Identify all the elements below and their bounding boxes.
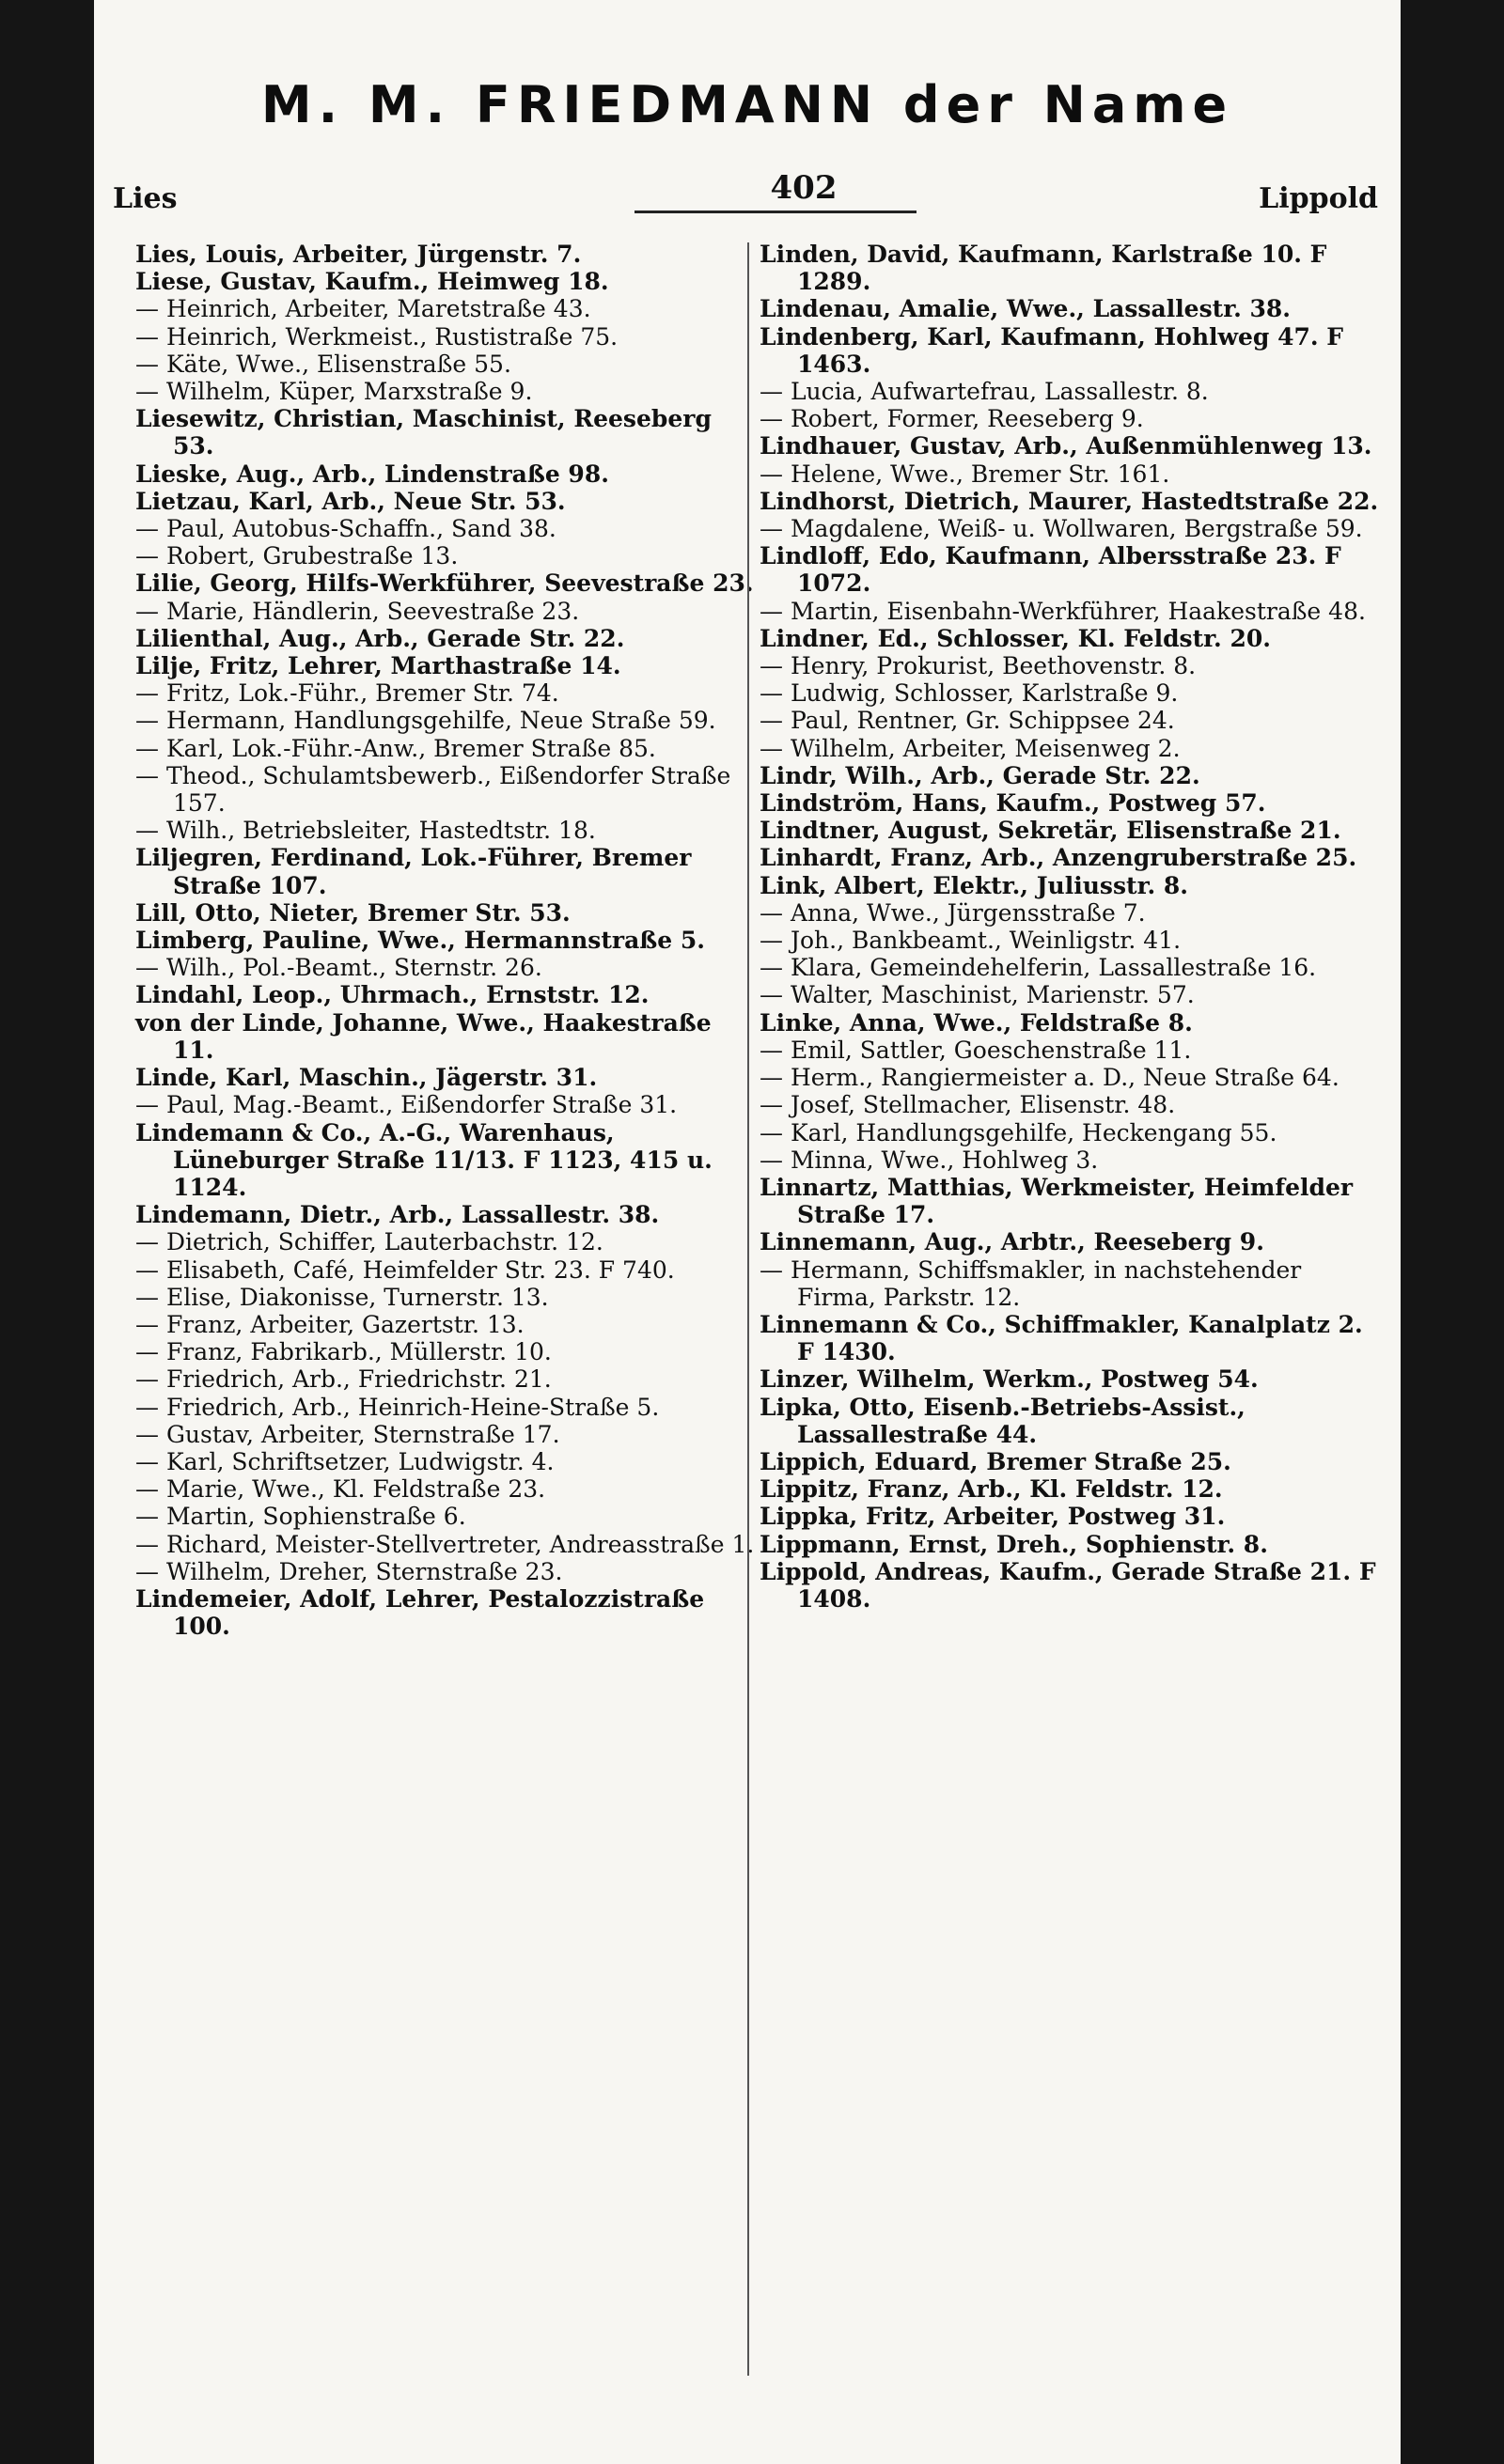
right-column bbox=[760, 241, 1380, 1613]
advertising-banner: M. M. FRIEDMANN der Name bbox=[260, 75, 1234, 134]
directory-entry: Lindenberg, Karl, Kaufmann, Hohlweg 47. F 1463. bbox=[760, 322, 1344, 378]
directory-entry: Lippold, Andreas, Kaufm., Gerade Straße 21. F 1408. bbox=[760, 1557, 1376, 1613]
directory-entry: Linnartz, Matthias, Werkmeister, Heimfelder Straße 17. bbox=[760, 1173, 1354, 1229]
directory-entry: Lippich, Eduard, Bremer Straße 25. bbox=[760, 1447, 1231, 1475]
directory-entry: — Marie, Händlerin, Seevestraße 23. bbox=[135, 597, 580, 625]
directory-entry: Lill, Otto, Nieter, Bremer Str. 53. bbox=[135, 898, 571, 927]
directory-entry: — Paul, Rentner, Gr. Schippsee 24. bbox=[760, 707, 1175, 735]
directory-entry: — Emil, Sattler, Goeschenstraße 11. bbox=[760, 1036, 1192, 1064]
directory-entry: Linke, Anna, Wwe., Feldstraße 8. bbox=[760, 1008, 1193, 1037]
directory-entry: — Wilh., Betriebsleiter, Hastedtstr. 18. bbox=[135, 817, 596, 845]
directory-entry: Lieske, Aug., Arb., Lindenstraße 98. bbox=[135, 460, 609, 488]
directory-entry: Linden, David, Kaufmann, Karlstraße 10. F 1289. bbox=[760, 241, 1327, 296]
directory-entry: Lies, Louis, Arbeiter, Jürgenstr. 7. bbox=[135, 241, 582, 268]
directory-entry: — Elisabeth, Café, Heimfelder Str. 23. F 740. bbox=[135, 1255, 675, 1284]
directory-entry: — Walter, Maschinist, Marienstr. 57. bbox=[760, 981, 1195, 1009]
directory-entry: — Robert, Grubestraße 13. bbox=[135, 542, 459, 570]
directory-entry: von der Linde, Johanne, Wwe., Haakestraße 11. bbox=[135, 1008, 712, 1064]
directory-entry: — Martin, Eisenbahn-Werkführer, Haakestraße 48. bbox=[760, 597, 1366, 625]
left-guide-word: Lies bbox=[113, 182, 178, 215]
directory-entry: Lindemann & Co., A.-G., Warenhaus, Lüneburger Straße 11/13. F 1123, 415 u. 1124. bbox=[135, 1118, 713, 1201]
directory-page bbox=[94, 0, 1401, 2464]
directory-entry: — Karl, Schriftsetzer, Ludwigstr. 4. bbox=[135, 1447, 555, 1475]
directory-entry: — Hermann, Handlungsgehilfe, Neue Straße 59. bbox=[135, 707, 716, 735]
directory-entry: Lindhauer, Gustav, Arb., Außenmühlenweg 13. bbox=[760, 432, 1372, 460]
directory-entry: — Ludwig, Schlosser, Karlstraße 9. bbox=[760, 679, 1179, 708]
directory-entry: — Wilhelm, Dreher, Sternstraße 23. bbox=[135, 1557, 563, 1585]
directory-entry: — Richard, Meister-Stellvertreter, Andreasstraße 1. bbox=[135, 1530, 755, 1558]
directory-entry: — Friedrich, Arb., Friedrichstr. 21. bbox=[135, 1365, 552, 1394]
directory-entry: Link, Albert, Elektr., Juliusstr. 8. bbox=[760, 871, 1188, 899]
directory-entry: Limberg, Pauline, Wwe., Hermannstraße 5. bbox=[135, 927, 705, 955]
directory-entry: Lindahl, Leop., Uhrmach., Ernststr. 12. bbox=[135, 981, 650, 1009]
directory-entry: — Theod., Schulamtsbewerb., Eißendorfer Straße 157. bbox=[135, 761, 731, 818]
directory-entry: Linnemann & Co., Schiffmakler, Kanalplatz 2. F 1430. bbox=[760, 1310, 1363, 1366]
directory-entry: — Paul, Mag.-Beamt., Eißendorfer Straße 31. bbox=[135, 1091, 678, 1119]
page-number: 402 bbox=[770, 169, 838, 207]
directory-entry: — Karl, Handlungsgehilfe, Heckengang 55. bbox=[760, 1118, 1277, 1146]
directory-entry: Lindström, Hans, Kaufm., Postweg 57. bbox=[760, 789, 1266, 818]
directory-entry: Liljegren, Ferdinand, Lok.-Führer, Bremer Straße 107. bbox=[135, 844, 692, 899]
directory-entry: — Heinrich, Arbeiter, Maretstraße 43. bbox=[135, 295, 591, 323]
directory-entry: — Josef, Stellmacher, Elisenstr. 48. bbox=[760, 1091, 1176, 1119]
directory-entry: — Paul, Autobus-Schaffn., Sand 38. bbox=[135, 515, 556, 543]
directory-entry: — Käte, Wwe., Elisenstraße 55. bbox=[135, 350, 511, 378]
directory-entry: — Minna, Wwe., Hohlweg 3. bbox=[760, 1146, 1099, 1174]
directory-entry: Linnemann, Aug., Arbtr., Reeseberg 9. bbox=[760, 1228, 1264, 1256]
directory-entry: Lippitz, Franz, Arb., Kl. Feldstr. 12. bbox=[760, 1475, 1223, 1504]
directory-entry: Lindloff, Edo, Kaufmann, Albersstraße 23. F 1072. bbox=[760, 542, 1341, 598]
directory-entry: — Dietrich, Schiffer, Lauterbachstr. 12. bbox=[135, 1228, 603, 1256]
directory-entry: Lindenau, Amalie, Wwe., Lassallestr. 38. bbox=[760, 295, 1291, 323]
directory-entry: Lipka, Otto, Eisenb.-Betriebs-Assist., Lassallestraße 44. bbox=[760, 1393, 1246, 1448]
directory-entry: — Fritz, Lok.-Führ., Bremer Str. 74. bbox=[135, 679, 559, 708]
directory-entry: — Martin, Sophienstraße 6. bbox=[135, 1503, 466, 1531]
directory-entry: Lindr, Wilh., Arb., Gerade Str. 22. bbox=[760, 761, 1200, 789]
directory-entry: Lietzau, Karl, Arb., Neue Str. 53. bbox=[135, 487, 566, 515]
directory-entry: — Wilhelm, Küper, Marxstraße 9. bbox=[135, 378, 533, 406]
header-rule bbox=[634, 211, 916, 213]
directory-entry: — Klara, Gemeindehelferin, Lassallestraße 16. bbox=[760, 954, 1317, 982]
directory-entry: Lindhorst, Dietrich, Maurer, Hastedtstraße 22. bbox=[760, 487, 1379, 515]
directory-entry: Lilie, Georg, Hilfs-Werkführer, Seevestraße 23. bbox=[135, 569, 754, 598]
directory-entry: — Wilh., Pol.-Beamt., Sternstr. 26. bbox=[135, 954, 542, 982]
running-header bbox=[94, 169, 1401, 226]
directory-entry: Liese, Gustav, Kaufm., Heimweg 18. bbox=[135, 268, 609, 296]
directory-entry: — Elise, Diakonisse, Turnerstr. 13. bbox=[135, 1283, 549, 1311]
directory-entry: — Friedrich, Arb., Heinrich-Heine-Straße 5. bbox=[135, 1393, 660, 1421]
directory-entry: — Gustav, Arbeiter, Sternstraße 17. bbox=[135, 1420, 560, 1448]
directory-entry: — Hermann, Schiffsmakler, in nachstehender Firma, Parkstr. 12. bbox=[760, 1255, 1302, 1311]
right-guide-word: Lippold bbox=[1259, 182, 1378, 215]
directory-entry: — Franz, Fabrikarb., Müllerstr. 10. bbox=[135, 1338, 552, 1366]
directory-entry: — Magdalene, Weiß- u. Wollwaren, Bergstraße 59. bbox=[760, 515, 1363, 543]
directory-entry: Linzer, Wilhelm, Werkm., Postweg 54. bbox=[760, 1365, 1259, 1394]
directory-entry: — Franz, Arbeiter, Gazertstr. 13. bbox=[135, 1310, 525, 1338]
directory-entry: Lindemann, Dietr., Arb., Lassallestr. 38. bbox=[135, 1201, 660, 1229]
directory-entry: — Marie, Wwe., Kl. Feldstraße 23. bbox=[135, 1475, 546, 1504]
directory-entry: Linde, Karl, Maschin., Jägerstr. 31. bbox=[135, 1064, 598, 1092]
directory-entry: — Heinrich, Werkmeist., Rustistraße 75. bbox=[135, 322, 619, 351]
directory-entry: Lindner, Ed., Schlosser, Kl. Feldstr. 20. bbox=[760, 624, 1271, 652]
directory-entry: Liesewitz, Christian, Maschinist, Reeseberg 53. bbox=[135, 405, 712, 460]
directory-entry: Lilienthal, Aug., Arb., Gerade Str. 22. bbox=[135, 624, 625, 652]
directory-entry: — Joh., Bankbeamt., Weinligstr. 41. bbox=[760, 927, 1182, 955]
directory-entry: — Helene, Wwe., Bremer Str. 161. bbox=[760, 460, 1170, 488]
directory-entry: Lindtner, August, Sekretär, Elisenstraße 21. bbox=[760, 817, 1341, 845]
directory-entry: Lilje, Fritz, Lehrer, Marthastraße 14. bbox=[135, 652, 621, 680]
column-divider bbox=[747, 242, 749, 2376]
directory-entry: Lippmann, Ernst, Dreh., Sophienstr. 8. bbox=[760, 1530, 1268, 1558]
directory-entry: — Karl, Lok.-Führ.-Anw., Bremer Straße 85. bbox=[135, 734, 656, 762]
left-column bbox=[135, 241, 756, 1640]
directory-entry: — Herm., Rangiermeister a. D., Neue Straße 64. bbox=[760, 1064, 1340, 1092]
directory-entry: — Henry, Prokurist, Beethovenstr. 8. bbox=[760, 652, 1197, 680]
directory-entry: — Anna, Wwe., Jürgensstraße 7. bbox=[760, 898, 1146, 927]
directory-entry: — Robert, Former, Reeseberg 9. bbox=[760, 405, 1144, 433]
directory-entry: Lindemeier, Adolf, Lehrer, Pestalozzistraße 100. bbox=[135, 1584, 705, 1641]
directory-entry: Linhardt, Franz, Arb., Anzengruberstraße 25. bbox=[760, 844, 1357, 872]
directory-entry: — Lucia, Aufwartefrau, Lassallestr. 8. bbox=[760, 378, 1209, 406]
directory-entry: — Wilhelm, Arbeiter, Meisenweg 2. bbox=[760, 734, 1181, 762]
directory-entry: Lippka, Fritz, Arbeiter, Postweg 31. bbox=[760, 1503, 1226, 1531]
